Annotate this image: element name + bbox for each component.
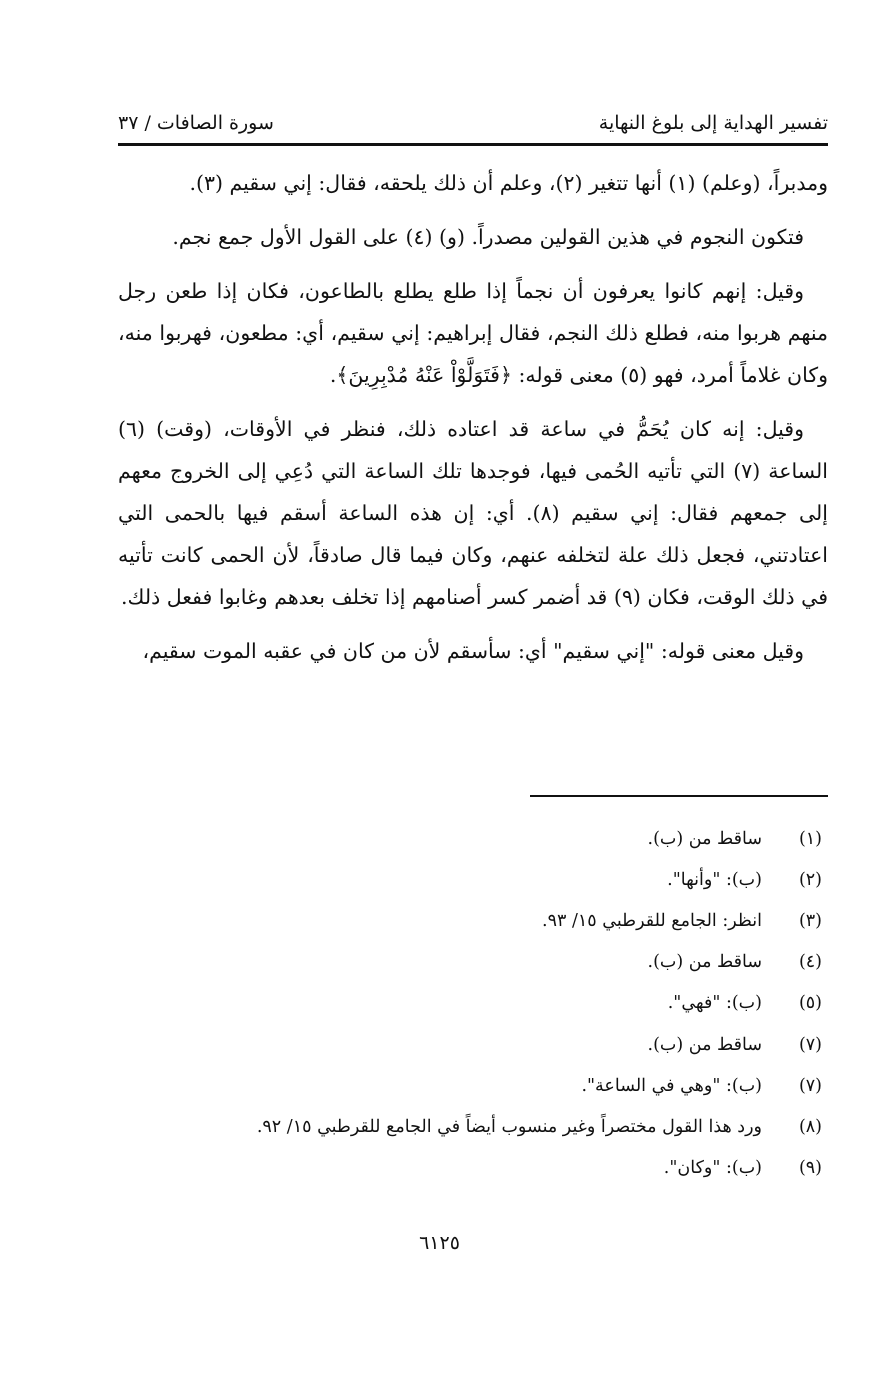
footnote-item <box>118 983 828 1024</box>
footnote-item <box>118 818 828 859</box>
footnote-number: (٤) <box>798 952 822 973</box>
footnote-text: ساقط من (ب). <box>647 952 762 973</box>
footnote-number: (٥) <box>798 993 822 1014</box>
footnote-item <box>118 900 828 941</box>
page-number: ٦١٢٥ <box>419 1232 460 1254</box>
footnote-separator <box>530 795 828 797</box>
footnote-item <box>118 1065 828 1106</box>
footnote-text: انظر: الجامع للقرطبي ١٥/ ٩٣. <box>542 910 762 931</box>
paragraph-2: فتكون النجوم في هذين القولين مصدراً. (و) (٤) على القول الأول جمع نجم. <box>172 225 804 249</box>
footnote-item <box>118 1148 828 1189</box>
footnote-number: (٣) <box>798 910 822 931</box>
footnote-number: (٧) <box>798 1075 822 1096</box>
running-header <box>118 100 828 134</box>
footnote-text: ساقط من (ب). <box>647 828 762 849</box>
paragraph-4: وقيل: إنه كان يُحَمُّ في ساعة قد اعتاده ذلك، فنظر في الأوقات، (وقت) (٦) الساعة (٧) التي تأتيه الحُمى فيها، فوجدها تلك الساعة التي دُعِي إلى الخروج معهم إلى جمعهم فقال: إني سقيم (٨). أي: إن هذه الساعة أسقم فيها بالحمى التي اعتادتني، فجعل ذلك علة لتخلفه عنهم، وكان فيما قال صادقاً، لأن الحمى كانت تأتيه في ذلك الوقت، فكان (٩) قد أضمر كسر أصنامهم إذا تخلف بعدهم وغابوا ففعل ذلك. <box>118 417 828 609</box>
footnote-item <box>118 942 828 983</box>
footnote-text: (ب): "وأنها". <box>667 869 762 890</box>
footnote-number: (٧) <box>798 1034 822 1055</box>
footnote-text: (ب): "وكان". <box>663 1158 762 1179</box>
footnote-number: (٨) <box>798 1116 822 1137</box>
paragraph-3: وقيل: إنهم كانوا يعرفون أن نجماً إذا طلع يطلع بالطاعون، فكان إذا طعن رجل منهم هربوا منه، فطلع ذلك النجم، فقال إبراهيم: إني سقيم، أي: مطعون، فهربوا منه، وكان غلاماً أمرد، فهو (٥) معنى قوله: ﴿فَتَوَلَّوْاْ عَنْهُ مُدْبِرِينَ﴾. <box>118 279 828 387</box>
footnote-number: (١) <box>798 828 822 849</box>
footnote-text: (ب): "وهي في الساعة". <box>581 1075 762 1096</box>
footnote-text: (ب): "فهي". <box>667 993 762 1014</box>
surah-label: سورة الصافات / ٣٧ <box>118 112 274 134</box>
footnote-text: ساقط من (ب). <box>647 1034 762 1055</box>
book-title: تفسير الهداية إلى بلوغ النهاية <box>598 112 828 134</box>
paragraph-5: وقيل معنى قوله: "إني سقيم" أي: سأسقم لأن من كان في عقبه الموت سقيم، <box>142 639 804 663</box>
main-text <box>118 162 828 684</box>
footnote-number: (٩) <box>798 1158 822 1179</box>
paragraph-1: ومدبراً، (وعلم) (١) أنها تتغير (٢)، وعلم أن ذلك يلحقه، فقال: إني سقيم (٣). <box>189 171 828 195</box>
header-rule <box>118 143 828 146</box>
footnotes-list <box>118 818 828 1189</box>
footnote-item <box>118 859 828 900</box>
footnote-item <box>118 1024 828 1065</box>
footnote-number: (٢) <box>798 869 822 890</box>
footnote-text: ورد هذا القول مختصراً وغير منسوب أيضاً في الجامع للقرطبي ١٥/ ٩٢. <box>256 1116 762 1137</box>
footnote-item <box>118 1106 828 1147</box>
